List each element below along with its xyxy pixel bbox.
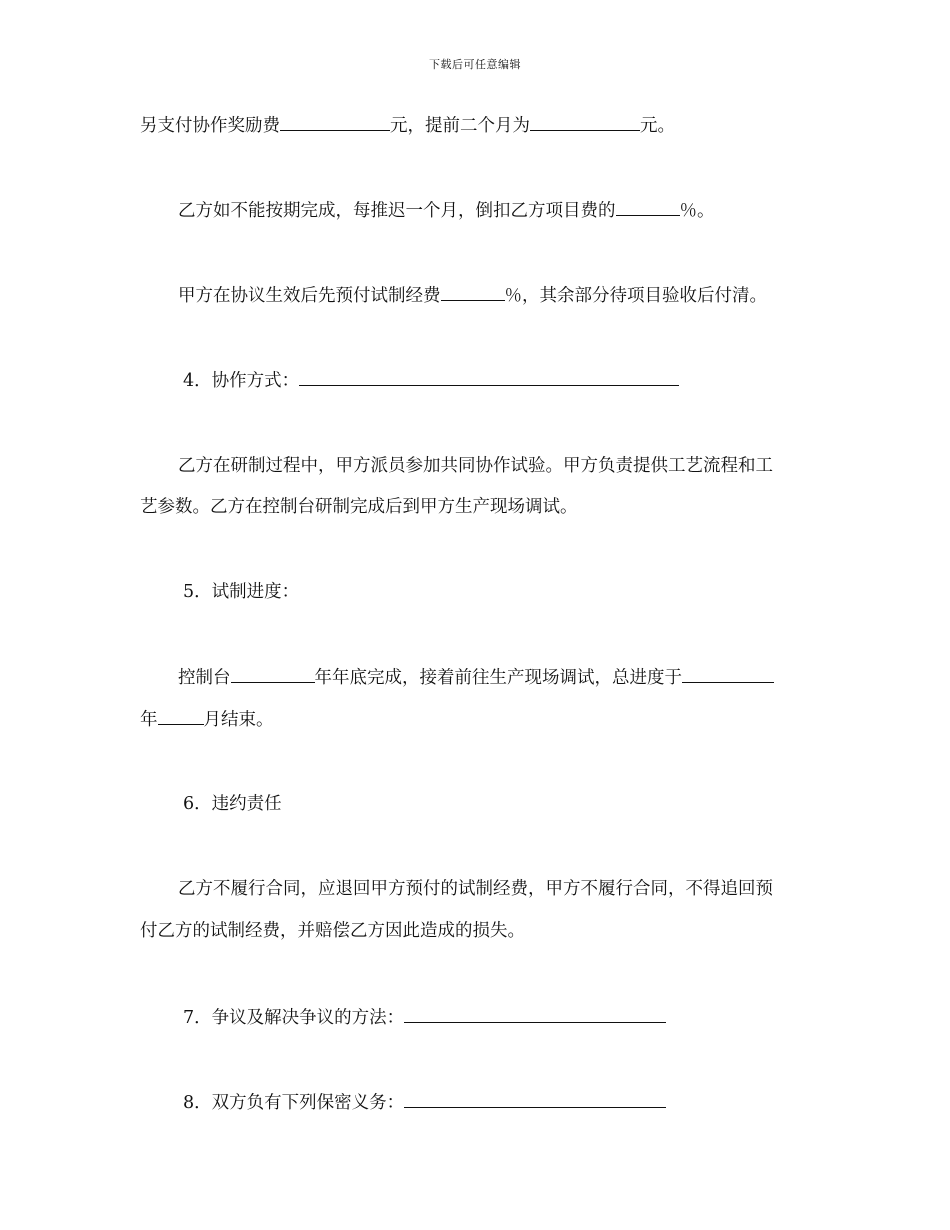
section-4-heading bbox=[183, 367, 679, 394]
incentive-text-1: 另支付协作奖励费 bbox=[140, 116, 280, 136]
page-header-note: 下载后可任意编辑 bbox=[429, 58, 521, 71]
section-6-heading: 6．违约责任 bbox=[183, 794, 282, 814]
schedule-text-2: 年年底完成，接着前往生产现场调试，总进度于 bbox=[314, 668, 682, 688]
delay-paragraph bbox=[178, 197, 715, 224]
delay-text-2: ％。 bbox=[679, 201, 715, 221]
schedule-paragraph-line-2 bbox=[140, 706, 274, 733]
schedule-text-3: 年 bbox=[140, 710, 158, 730]
prepay-paragraph bbox=[178, 282, 767, 309]
liability-paragraph-line-1: 乙方不履行合同，应退回甲方预付的试制经费，甲方不履行合同，不得追回预 bbox=[178, 879, 773, 899]
dispute-resolution-blank[interactable] bbox=[404, 1004, 666, 1023]
cooperation-paragraph-line-2: 艺参数。乙方在控制台研制完成后到甲方生产现场调试。 bbox=[140, 497, 578, 517]
delay-percent-blank[interactable] bbox=[616, 197, 680, 216]
prepay-text-2: ％，其余部分待项目验收后付清。 bbox=[504, 286, 767, 306]
final-month-blank[interactable] bbox=[158, 706, 204, 725]
incentive-text-3: 元。 bbox=[640, 116, 675, 136]
final-year-blank[interactable] bbox=[682, 664, 774, 683]
cooperation-paragraph-line-1: 乙方在研制过程中，甲方派员参加共同协作试验。甲方负责提供工艺流程和工 bbox=[178, 456, 773, 476]
prepay-text-1: 甲方在协议生效后先预付试制经费 bbox=[178, 286, 441, 306]
section-8-label: 8．双方负有下列保密义务： bbox=[183, 1093, 405, 1113]
section-8-heading bbox=[183, 1089, 666, 1116]
liability-paragraph-line-2: 付乙方的试制经费，并赔偿乙方因此造成的损失。 bbox=[140, 921, 525, 941]
section-7-heading bbox=[183, 1004, 666, 1031]
incentive-paragraph bbox=[140, 112, 675, 139]
delay-text-1: 乙方如不能按期完成，每推迟一个月，倒扣乙方项目费的 bbox=[178, 201, 616, 221]
incentive-text-2: 元，提前二个月为 bbox=[390, 116, 530, 136]
prepay-percent-blank[interactable] bbox=[441, 282, 505, 301]
confidentiality-blank[interactable] bbox=[404, 1089, 666, 1108]
section-7-label: 7．争议及解决争议的方法： bbox=[183, 1008, 405, 1028]
schedule-text-4: 月结束。 bbox=[203, 710, 274, 730]
completion-year-blank[interactable] bbox=[231, 664, 315, 683]
section-4-label: 4．协作方式： bbox=[183, 371, 300, 391]
schedule-text-1: 控制台 bbox=[178, 668, 231, 688]
incentive-amount-blank[interactable] bbox=[280, 112, 390, 131]
cooperation-method-blank[interactable] bbox=[299, 367, 679, 386]
schedule-paragraph-line-1 bbox=[178, 664, 774, 691]
early-amount-blank[interactable] bbox=[530, 112, 640, 131]
section-5-heading: 5．试制进度： bbox=[183, 582, 300, 602]
